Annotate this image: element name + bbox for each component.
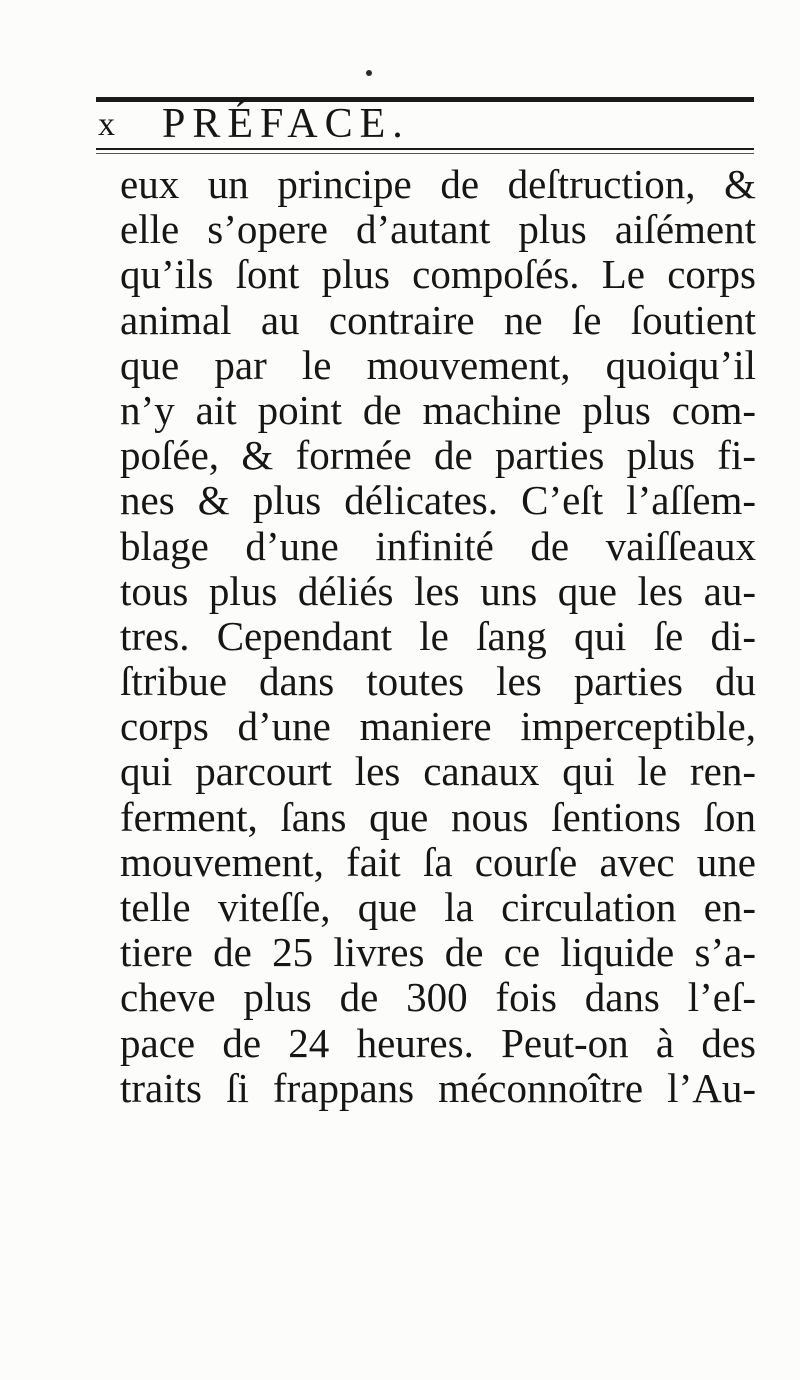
text-line: traits ſi frappans méconnoître l’Au-: [120, 1064, 756, 1111]
text-line: telle viteſſe, que la circulation en-: [120, 884, 756, 930]
text-line: pace de 24 heures. Peut-on à des: [120, 1019, 756, 1066]
text-line: corps d’une maniere imperceptible,: [120, 703, 756, 750]
header-bottom-rule: [96, 148, 754, 150]
text-line: animal au contraire ne ſe ſoutient: [120, 296, 756, 343]
text-line: elle s’opere d’autant plus aiſément: [120, 206, 756, 253]
running-head: [96, 101, 754, 147]
text-line: tres. Cependant le ſang qui ſe di-: [120, 612, 756, 659]
section-title: PRÉFACE.: [162, 101, 410, 147]
text-line: ferment, ſans que nous ſentions ſon: [120, 793, 756, 840]
text-line: qui parcourt les canaux qui le ren-: [120, 748, 756, 795]
text-line: nes & plus délicates. C’eſt l’aſſem-: [120, 477, 756, 524]
text-line: mouvement, fait ſa courſe avec une: [120, 838, 756, 885]
text-line: ſtribue dans toutes les parties du: [120, 658, 756, 705]
text-line: n’y ait point de machine plus com-: [120, 386, 756, 433]
text-line: tiere de 25 livres de ce liquide s’a-: [120, 929, 756, 976]
text-line: cheve plus de 300 fois dans l’eſ-: [120, 974, 756, 1021]
text-line: poſée, & formée de parties plus fi-: [120, 432, 756, 479]
header-bottom-rule-thin: [96, 153, 754, 154]
page-number: x: [98, 106, 116, 143]
ink-speck: [366, 70, 372, 76]
body-text: [120, 162, 756, 1111]
text-line: blage d’une infinité de vaiſſeaux: [120, 522, 756, 569]
text-line: que par le mouvement, quoiqu’il: [120, 341, 756, 388]
text-line: tous plus déliés les uns que les au-: [120, 567, 756, 614]
text-line: eux un principe de deſtruction, &: [120, 161, 756, 207]
text-line: qu’ils ſont plus compoſés. Le corps: [120, 251, 756, 298]
